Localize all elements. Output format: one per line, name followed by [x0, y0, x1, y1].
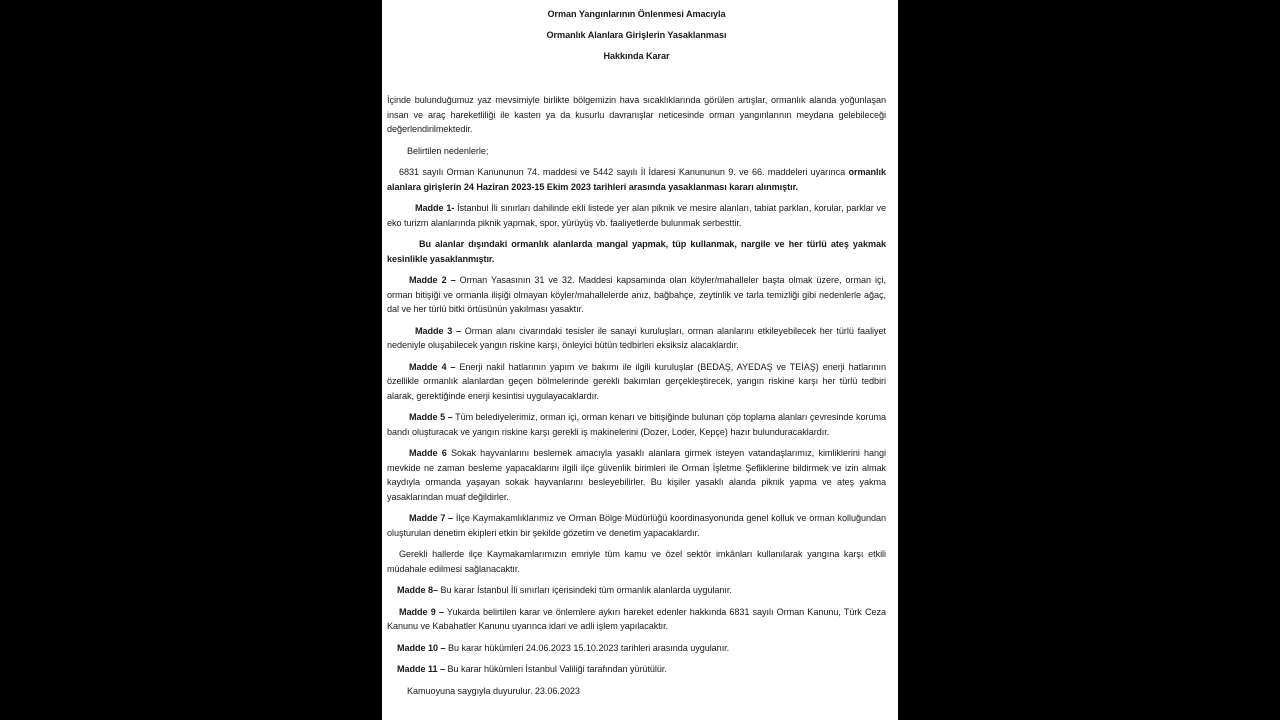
intro-paragraph: İçinde bulunduğumuz yaz mevsimiyle birlikte bölgemizin hava sıcaklıklarında görülen artışlar, ormanlık alanda yoğunlaşan insan ve araç hareketliliği ile kasten ya da kusurlu davranışlar neticesinde orman yangınlarının meydana gelebileceği değerlendirilmektedir. [387, 95, 886, 134]
article-label: Madde 3 – [415, 325, 461, 336]
article-label: Madde 4 – [409, 361, 456, 372]
article-label: Madde 8– [397, 585, 439, 595]
article-label: Madde 10 – [397, 642, 446, 653]
article-9 [387, 605, 886, 634]
article-text: Bu karar hükümleri İstanbul Valiliği tarafından yürütülür. [445, 664, 667, 674]
document-title-line-1: Orman Yangınlarının Önlenmesi Amacıyla [547, 9, 726, 19]
article-label: Madde 9 – [399, 606, 444, 617]
document-title-line-2: Ormanlık Alanlara Girişlerin Yasaklanması [546, 30, 727, 40]
article-label: Madde 7 – [409, 513, 454, 523]
article-label: Madde 2 – [409, 275, 456, 285]
article-4 [387, 360, 886, 404]
article-7 [387, 511, 886, 540]
reasons-paragraph: Belirtilen nedenlerle; [407, 145, 489, 156]
article-7-continuation: Gerekli hallerde ilçe Kaymakamlarımızın emriyle tüm kamu ve özel sektör imkânları kullanılarak yangına karşı etkili müdahale edilmesi sağlanacaktır. [387, 549, 886, 574]
article-text: Enerji nakil hatlarının yapım ve bakımı ile ilgili kuruluşlar (BEDAŞ, AYEDAŞ ve TEİAŞ) enerji hatlarının özellikle ormanlık alanlardan geçen bölmelerinde gerekli bakımları gerçekleştirecek, yangın riskine karşı her türlü tedbiri alarak, gerektiğinde enerji kesintisi uygulayacaklardır. [387, 361, 886, 401]
article-text: Bu karar hükümleri 24.06.2023 15.10.2023 tarihleri arasında uygulanır. [445, 642, 730, 653]
article-text: Yukarda belirtilen karar ve önlemlere aykırı hareket edenler hakkında 6831 sayılı Orman Kanunu, Türk Ceza Kanunu ve Kabahatler Kanunu uyarınca idari ve adli işlem yapılacaktır. [387, 606, 886, 631]
article-label: Madde 5 – [409, 412, 453, 422]
article-label: Madde 6 [409, 448, 447, 458]
document-title-line-3: Hakkında Karar [603, 51, 670, 61]
article-8 [387, 583, 886, 598]
article-text: İlçe Kaymakamlıklarımız ve Orman Bölge Müdürlüğü koordinasyonunda genel kolluk ve orman kolluğundan oluşturulan denetim ekipleri etkin bir şekilde gözetim ve denetim yapacaklardır. [387, 513, 886, 538]
article-1 [387, 201, 886, 230]
legal-basis-text: 6831 sayılı Orman Kanununun 74. maddesi ve 5442 sayılı İl İdaresi Kanununun 9. ve 66. maddeleri uyarınca [399, 167, 849, 177]
article-text: İstanbul İli sınırları dahilinde ekli listede yer alan piknik ve mesire alanları, tabiat parkları, korular, parklar ve eko turizm alanlarında piknik yapmak, spor, yürüyüş vb. faaliyetlerde bulunmak serbesttir. [387, 203, 886, 228]
article-3 [387, 324, 886, 353]
article-11 [387, 662, 886, 677]
article-5 [387, 410, 886, 439]
article-text: Tüm belediyelerimiz, orman içi, orman kenarı ve bitişiğinde bulunan çöp toplama alanları çevresinde koruma bandı oluşturacak ve yangın riskine karşı gerekli iş makinelerini (Dozer, Loder, Kepçe) hazır bulunduracaklardır. [387, 412, 886, 437]
article-10 [387, 641, 886, 656]
legal-basis-paragraph [387, 165, 886, 194]
article-2 [387, 273, 886, 317]
article-label: Madde 1- [415, 203, 455, 213]
article-text: Sokak hayvanlarını beslemek amacıyla yasaklı alanlara girmek isteyen vatandaşlarımız, kimliklerini hangi mevkide ne zaman besleme yapacaklarını ilgili ilçe güvenlik birimleri ile Orman İşletme Şefliklerine bildirmek ve izin almak kaydıyla ormanda yaşayan sokak hayvanlarını besleyebilirler. Bu kişiler yasaklı alanda piknik yapma ve ateş yakma yasaklarından muaf değildirler. [387, 448, 886, 502]
legal-basis-decision: ormanlık alanlara girişlerin 24 Haziran 2023-15 Ekim 2023 tarihleri arasında yasaklanması kararı alınmıştır. [387, 167, 886, 192]
closing-statement: Kamuoyuna saygıyla duyurulur. 23.06.2023 [407, 685, 580, 696]
article-6 [387, 446, 886, 504]
article-text: Bu karar İstanbul İli sınırları içerisindeki tüm ormanlık alanlarda uygulanır. [438, 585, 732, 595]
article-text: Orman Yasasının 31 ve 32. Maddesi kapsamında olan köyler/mahalleler başta olmak üzere, orman içi, orman bitişiği ve ormanla ilişiği olmayan köyler/mahallelerde anız, bağbahçe, zeytinlik ve tarla temizliği gibi nedenlerle ağaç, dal ve her türlü bitki örtüsünün yakılması yasaktır. [387, 275, 886, 314]
article-text: Orman alanı civarındaki tesisler ile sanayi kuruluşları, orman alanlarını etkileyebilecek her türlü faaliyet nedeniyle oluşabilecek yangın riskine karşı, önleyici bütün tedbirleri eksiksiz alacaklardır. [387, 325, 886, 350]
document-page [382, 0, 898, 720]
article-label: Madde 11 – [397, 664, 446, 674]
article-1-ban-paragraph: Bu alanlar dışındaki ormanlık alanlarda mangal yapmak, tüp kullanmak, nargile ve her türlü ateş yakmak kesinlikle yasaklanmıştır. [387, 239, 886, 264]
